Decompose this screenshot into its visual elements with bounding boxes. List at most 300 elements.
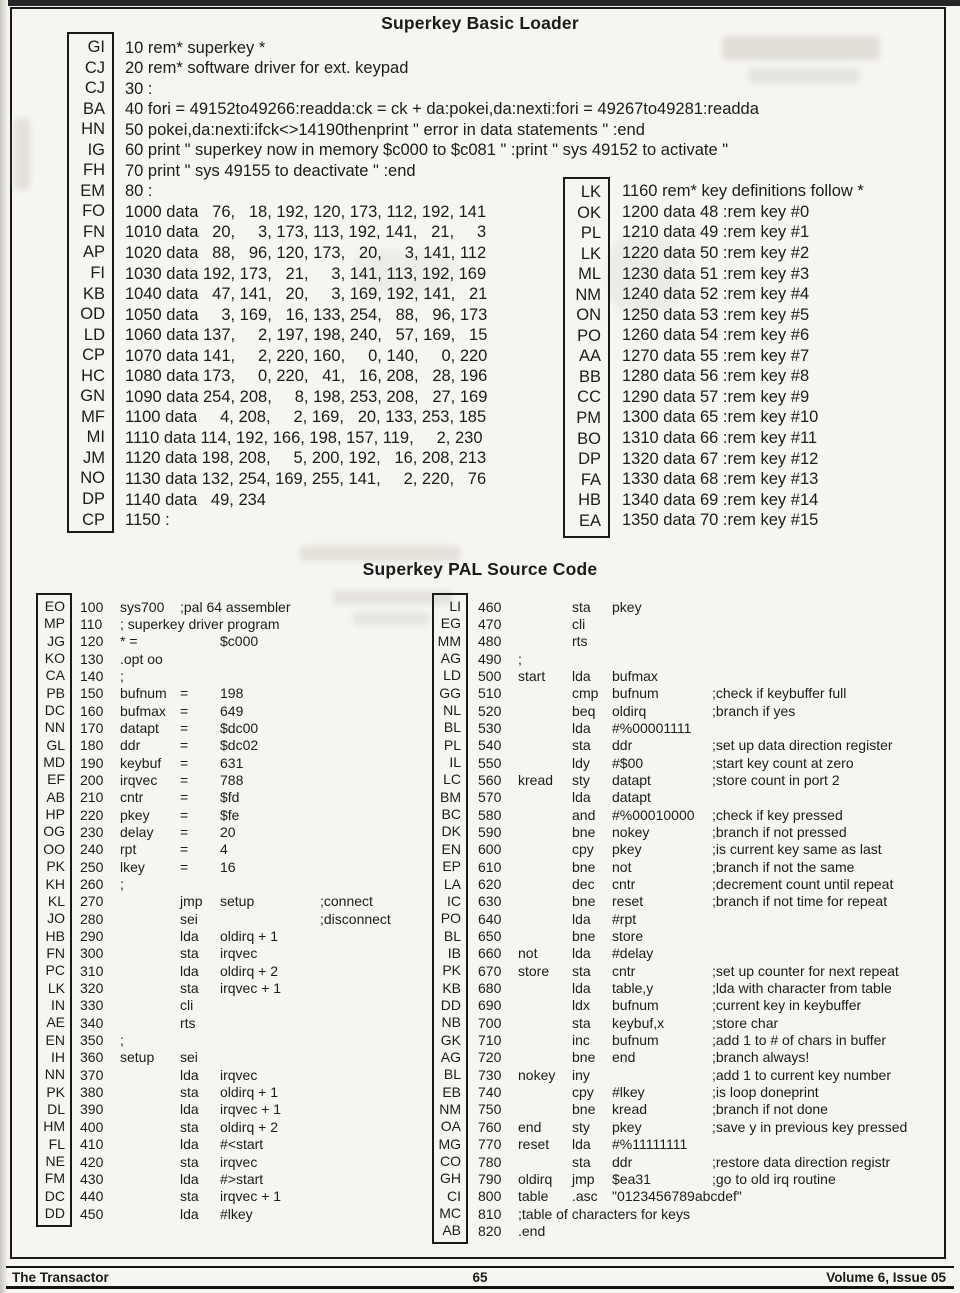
- opcode-field: sta: [180, 1118, 199, 1135]
- checksum-code: FH: [83, 161, 105, 180]
- opcode-field: =: [180, 789, 189, 806]
- checksum-code: LK: [47, 979, 65, 996]
- pal-code-line: [80, 1049, 391, 1066]
- opcode-field: ldx: [572, 997, 590, 1014]
- operand-field: oldirq + 2: [220, 1118, 278, 1135]
- basic-code-line: 1290 data 57 :rem key #9: [622, 387, 810, 406]
- checksum-code: HM: [43, 1118, 65, 1135]
- label-field: kread: [518, 771, 554, 788]
- line-number: 210: [80, 789, 104, 806]
- checksum-code: PL: [443, 736, 461, 753]
- basic-code-line: 1060 data 137, 2, 197, 198, 240, 57, 169, 15: [125, 326, 488, 345]
- operand-field: pkey: [612, 841, 642, 858]
- pal-code-line: [478, 720, 907, 737]
- operand-field: irqvec: [220, 1066, 258, 1083]
- opcode-field: =: [180, 841, 189, 858]
- basic-code-line: 1100 data 4, 208, 2, 169, 20, 133, 253, 185: [125, 408, 487, 427]
- pal-code-line: [478, 1067, 907, 1084]
- checksum-code: OK: [577, 203, 601, 222]
- checksum-code: KB: [82, 284, 105, 303]
- line-number: 640: [478, 910, 502, 927]
- pal-code-line: [478, 1188, 907, 1205]
- opcode-field: sta: [572, 1153, 591, 1170]
- checksum-code: MP: [44, 615, 65, 632]
- line-number: 450: [80, 1205, 104, 1222]
- checksum-code: FN: [46, 944, 65, 961]
- operand-field: bufmax: [612, 667, 658, 684]
- checksum-code: NO: [80, 469, 105, 488]
- line-number: 820: [478, 1222, 502, 1239]
- operand-field: cntr: [612, 876, 636, 892]
- opcode-field: sta: [180, 945, 199, 962]
- pal-code-line: [478, 633, 907, 650]
- label-field: ;: [120, 1032, 124, 1049]
- operand-field: "0123456789abcdef": [612, 1188, 742, 1205]
- pal-code-line: [478, 876, 907, 893]
- operand-field: pkey: [612, 1118, 642, 1135]
- pal-code-line: [478, 668, 907, 685]
- checksum-code: IC: [447, 892, 461, 909]
- basic-code-line: 1220 data 50 :rem key #2: [622, 244, 810, 263]
- checksum-column-basic-left: [67, 32, 114, 533]
- operand-field: kread: [612, 1101, 648, 1118]
- opcode-field: ;pal 64 assembler: [180, 598, 291, 615]
- opcode-field: sty: [572, 771, 590, 788]
- line-number: 230: [80, 823, 104, 840]
- basic-code-line: 1030 data 192, 173, 21, 3, 141, 113, 192, 169: [125, 264, 487, 283]
- line-number: 100: [80, 598, 104, 615]
- opcode-field: cpy: [572, 841, 594, 858]
- checksum-code: GH: [440, 1170, 461, 1187]
- checksum-code: PO: [577, 326, 601, 345]
- line-number: 360: [80, 1049, 104, 1066]
- opcode-field: sta: [180, 980, 199, 997]
- pal-code-line: [478, 807, 907, 824]
- checksum-code: CC: [577, 388, 601, 407]
- opcode-field: =: [180, 771, 189, 788]
- line-number: 670: [478, 962, 502, 979]
- basic-code-line: 1070 data 141, 2, 220, 160, 0, 140, 0, 220: [125, 346, 488, 365]
- checksum-code: DC: [44, 1187, 65, 1204]
- basic-code-line: 1340 data 69 :rem key #14: [622, 490, 819, 509]
- basic-code-line: 1000 data 76, 18, 192, 120, 173, 112, 192, 141: [125, 202, 487, 221]
- basic-code-line: 1320 data 67 :rem key #12: [622, 449, 819, 468]
- checksum-code: CA: [45, 667, 65, 684]
- opcode-field: rts: [572, 633, 588, 650]
- pal-code-line: [80, 1154, 391, 1171]
- operand-field: bufnum: [612, 997, 659, 1014]
- checksum-code: NM: [439, 1100, 461, 1117]
- checksum-code: KH: [45, 875, 65, 892]
- operand-field: 16: [220, 858, 236, 875]
- checksum-code: FO: [82, 202, 105, 221]
- line-number: 600: [478, 841, 502, 858]
- pal-code-line: [478, 737, 907, 754]
- scan-edge-top: [0, 0, 960, 6]
- checksum-code: DD: [440, 996, 461, 1013]
- pal-code-line: [478, 789, 907, 806]
- pal-code-line: [80, 893, 391, 910]
- checksum-code: LI: [449, 598, 461, 614]
- comment-field: ;branch always!: [712, 1049, 810, 1066]
- label-field: delay: [120, 823, 154, 840]
- pal-code-line: [80, 859, 391, 876]
- pal-code-line: [80, 1136, 391, 1153]
- checksum-code: CI: [447, 1187, 461, 1204]
- pal-code-line: [478, 1032, 907, 1049]
- label-field: reset: [518, 1136, 550, 1153]
- label-field: sys700: [120, 598, 165, 615]
- checksum-code: FN: [83, 222, 105, 241]
- checksum-code: KL: [47, 892, 65, 909]
- basic-code-line: 70 print " sys 49155 to deactivate " :end: [125, 161, 416, 180]
- comment-field: ;check if keybuffer full: [712, 685, 847, 702]
- operand-field: 20: [220, 823, 236, 840]
- label-field: ;: [518, 650, 522, 667]
- checksum-code: HN: [81, 120, 105, 139]
- checksum-code: GN: [80, 387, 105, 406]
- scan-artifact: [748, 68, 860, 84]
- opcode-field: lda: [572, 719, 591, 736]
- label-field: rpt: [120, 841, 137, 858]
- checksum-code: DP: [82, 490, 105, 509]
- basic-code-line: 1080 data 173, 0, 220, 41, 16, 208, 28, 196: [125, 367, 488, 386]
- comment-field: ;set up data direction register: [712, 737, 893, 754]
- opcode-field: inc: [572, 1032, 590, 1049]
- pal-code-line: [80, 980, 391, 997]
- checksum-code: ON: [576, 306, 601, 325]
- basic-code-line: 1310 data 66 :rem key #11: [622, 428, 818, 447]
- comment-field: ;check if key pressed: [712, 806, 843, 823]
- line-number: 260: [80, 876, 104, 892]
- basic-code-line: 1130 data 132, 254, 169, 255, 141, 2, 220, 76: [125, 469, 487, 488]
- line-number: 630: [478, 893, 502, 910]
- pal-code-line: [478, 616, 907, 633]
- operand-field: 788: [220, 771, 244, 788]
- label-field: ;: [120, 876, 124, 892]
- opcode-field: iny: [572, 1066, 590, 1083]
- line-number: 800: [478, 1188, 502, 1205]
- opcode-field: bne: [572, 893, 596, 910]
- comment-field: ;disconnect: [320, 910, 391, 927]
- checksum-code: DK: [441, 823, 461, 840]
- pal-code-line: [80, 997, 391, 1014]
- label-field: keybuf: [120, 754, 162, 771]
- label-field: datapt: [120, 719, 159, 736]
- opcode-field: =: [180, 858, 189, 875]
- pal-code-line: [80, 963, 391, 980]
- operand-field: reset: [612, 893, 644, 910]
- checksum-code: BL: [443, 927, 461, 944]
- operand-field: #delay: [612, 945, 654, 962]
- checksum-code: MG: [438, 1135, 461, 1152]
- comment-field: ;start key count at zero: [712, 754, 854, 771]
- checksum-code: AE: [46, 1014, 65, 1031]
- pal-code-line: [478, 928, 907, 945]
- line-number: 540: [478, 737, 502, 754]
- opcode-field: sei: [180, 910, 198, 927]
- line-number: 300: [80, 945, 104, 962]
- basic-code-line: 1010 data 20, 3, 173, 113, 192, 141, 21, 3: [125, 223, 487, 242]
- operand-field: oldirq + 1: [220, 1084, 278, 1101]
- basic-code-line: 1110 data 114, 192, 166, 198, 157, 119, 2, 230: [125, 428, 483, 447]
- checksum-code: NE: [45, 1153, 65, 1169]
- operand-field: oldirq + 1: [220, 928, 278, 945]
- checksum-code: DP: [578, 450, 601, 469]
- comment-field: ;go to old irq routine: [712, 1170, 836, 1187]
- opcode-field: lda: [180, 1136, 199, 1153]
- line-number: 710: [478, 1032, 502, 1049]
- line-number: 340: [80, 1014, 104, 1031]
- checksum-code: PO: [440, 910, 461, 927]
- pal-code-line: [478, 1223, 907, 1240]
- line-number: 220: [80, 806, 104, 823]
- checksum-code: PL: [580, 224, 601, 243]
- pal-code-line: [478, 703, 907, 720]
- checksum-code: PK: [46, 858, 65, 875]
- checksum-code: PM: [576, 409, 601, 428]
- basic-code-line: 1210 data 49 :rem key #1: [622, 223, 810, 242]
- pal-code-line: [80, 1188, 391, 1205]
- pal-code-line: [478, 997, 907, 1014]
- pal-code-line: [80, 651, 391, 668]
- basic-code-line: 1250 data 53 :rem key #5: [622, 305, 810, 324]
- opcode-field: =: [180, 685, 189, 702]
- opcode-field: sta: [572, 598, 591, 615]
- opcode-field: lda: [572, 1136, 591, 1153]
- line-number: 400: [80, 1118, 104, 1135]
- opcode-field: sta: [180, 1084, 199, 1101]
- pal-code-line: [80, 633, 391, 650]
- line-number: 650: [478, 928, 502, 945]
- line-number: 730: [478, 1066, 502, 1083]
- pal-code-line: [80, 616, 391, 633]
- opcode-field: sta: [572, 1014, 591, 1031]
- checksum-code: DD: [44, 1205, 65, 1222]
- footer-page-number: 65: [472, 1270, 488, 1285]
- opcode-field: lda: [180, 928, 199, 945]
- line-number: 270: [80, 893, 104, 910]
- footer-issue: Volume 6, Issue 05: [826, 1270, 946, 1285]
- line-number: 280: [80, 910, 104, 927]
- operand-field: #%11111111: [612, 1136, 688, 1153]
- opcode-field: bne: [572, 1049, 596, 1066]
- line-number: 520: [478, 702, 502, 719]
- line-number: 430: [80, 1170, 104, 1187]
- opcode-field: sta: [180, 1153, 199, 1170]
- opcode-field: =: [180, 702, 189, 719]
- opcode-field: lda: [180, 1170, 199, 1187]
- line-number: 240: [80, 841, 104, 858]
- comment-field: ;branch if not time for repeat: [712, 893, 888, 910]
- label-field: bufnum: [120, 685, 167, 702]
- line-number: 370: [80, 1066, 104, 1083]
- operand-field: bufnum: [612, 685, 659, 702]
- basic-code-line: 30 :: [125, 79, 153, 98]
- opcode-field: lda: [572, 789, 591, 806]
- line-number: 790: [478, 1170, 502, 1187]
- opcode-field: jmp: [572, 1170, 595, 1187]
- operand-field: #lkey: [220, 1205, 253, 1222]
- basic-code-column-right: [622, 181, 864, 530]
- line-number: 140: [80, 667, 104, 684]
- pal-code-line: [80, 824, 391, 841]
- basic-code-line: 1270 data 55 :rem key #7: [622, 346, 810, 365]
- opcode-field: =: [180, 754, 189, 771]
- operand-field: ddr: [612, 737, 633, 754]
- operand-field: irqvec + 1: [220, 1101, 282, 1118]
- operand-field: oldirq + 2: [220, 962, 278, 979]
- pal-code-line: [80, 841, 391, 858]
- pal-code-line: [80, 1119, 391, 1136]
- label-field: bufmax: [120, 702, 166, 719]
- basic-code-line: 1350 data 70 :rem key #15: [622, 511, 819, 530]
- comment-field: ;is loop doneprint: [712, 1084, 819, 1101]
- pal-code-line: [478, 963, 907, 980]
- pal-code-line: [478, 1154, 907, 1171]
- checksum-code: AB: [442, 1222, 461, 1239]
- pal-code-line: [478, 1049, 907, 1066]
- basic-loader-title: Superkey Basic Loader: [381, 13, 579, 33]
- operand-field: #>start: [220, 1170, 264, 1187]
- comment-field: ;set up counter for next repeat: [712, 962, 899, 979]
- checksum-code: JG: [47, 632, 65, 649]
- checksum-code: BC: [441, 806, 461, 823]
- opcode-field: lda: [180, 1101, 199, 1118]
- checksum-code: EN: [45, 1031, 65, 1048]
- checksum-code: BL: [443, 1066, 461, 1083]
- label-field: end: [518, 1118, 542, 1135]
- pal-code-line: [80, 807, 391, 824]
- line-number: 700: [478, 1014, 502, 1031]
- checksum-code: IL: [449, 754, 461, 771]
- checksum-code: IH: [51, 1048, 65, 1065]
- label-field: setup: [120, 1049, 155, 1066]
- opcode-field: lda: [572, 667, 591, 684]
- pal-code-line: [80, 945, 391, 962]
- line-number: 660: [478, 945, 502, 962]
- operand-field: $dc02: [220, 737, 259, 754]
- operand-field: 198: [220, 685, 244, 702]
- line-number: 530: [478, 719, 502, 736]
- basic-code-line: 1020 data 88, 96, 120, 173, 20, 3, 141, 112: [125, 243, 487, 262]
- checksum-code: ML: [578, 265, 601, 284]
- opcode-field: sta: [572, 737, 591, 754]
- comment-field: ;add 1 to current key number: [712, 1066, 891, 1083]
- checksum-code: OO: [43, 840, 65, 857]
- line-number: 570: [478, 789, 502, 806]
- operand-field: datapt: [612, 771, 651, 788]
- line-number: 590: [478, 823, 502, 840]
- label-field: lkey: [120, 858, 145, 875]
- checksum-code: AG: [440, 1048, 461, 1065]
- label-field: .opt oo: [120, 650, 163, 667]
- line-number: 150: [80, 685, 104, 702]
- opcode-field: bne: [572, 928, 596, 945]
- opcode-field: and: [572, 806, 596, 823]
- opcode-field: sta: [572, 962, 591, 979]
- pal-code-line: [478, 1015, 907, 1032]
- label-field: store: [518, 962, 550, 979]
- basic-code-line: 1300 data 65 :rem key #10: [622, 408, 819, 427]
- pal-code-line: [80, 720, 391, 737]
- checksum-code: NN: [44, 719, 65, 736]
- label-field: ;: [120, 667, 124, 684]
- line-number: 440: [80, 1188, 104, 1205]
- line-number: 740: [478, 1084, 502, 1101]
- checksum-code: OD: [80, 305, 105, 324]
- pal-code-line: [478, 1136, 907, 1153]
- opcode-field: sty: [572, 1118, 590, 1135]
- pal-code-line: [80, 911, 391, 928]
- comment-field: ;connect: [320, 893, 373, 910]
- opcode-field: dec: [572, 876, 595, 892]
- operand-field: $fe: [220, 806, 240, 823]
- opcode-field: .asc: [572, 1188, 598, 1205]
- checksum-code: CO: [440, 1153, 461, 1169]
- opcode-field: beq: [572, 702, 596, 719]
- line-number: 290: [80, 928, 104, 945]
- basic-code-line: 1090 data 254, 208, 8, 198, 253, 208, 27, 169: [125, 387, 488, 406]
- label-field: * =: [120, 633, 138, 650]
- label-field: not: [518, 945, 538, 962]
- checksum-code: BB: [578, 367, 601, 386]
- pal-code-column-left: [80, 599, 391, 1223]
- checksum-code: MI: [86, 428, 105, 447]
- checksum-code: LA: [443, 875, 461, 892]
- operand-field: $fd: [220, 789, 240, 806]
- checksum-code: DC: [44, 702, 65, 719]
- pal-code-line: [478, 859, 907, 876]
- checksum-code: EP: [442, 858, 461, 875]
- operand-field: $dc00: [220, 719, 259, 736]
- pal-code-line: [478, 911, 907, 928]
- checksum-code: EF: [47, 771, 65, 788]
- line-number: 690: [478, 997, 502, 1014]
- pal-code-line: [80, 599, 391, 616]
- opcode-field: bne: [572, 1101, 596, 1118]
- comment-field: ;store count in port 2: [712, 771, 840, 788]
- operand-field: not: [612, 858, 632, 875]
- line-number: 310: [80, 962, 104, 979]
- pal-code-line: [80, 1171, 391, 1188]
- line-number: 490: [478, 650, 502, 667]
- opcode-field: cmp: [572, 685, 599, 702]
- pal-code-line: [478, 1206, 907, 1223]
- line-number: 470: [478, 615, 502, 632]
- opcode-field: ldy: [572, 754, 590, 771]
- label-field: nokey: [518, 1066, 556, 1083]
- opcode-field: =: [180, 823, 189, 840]
- checksum-code: GG: [439, 684, 461, 701]
- basic-code-line: 1330 data 68 :rem key #13: [622, 470, 819, 489]
- line-number: 160: [80, 702, 104, 719]
- checksum-code: IN: [51, 996, 65, 1013]
- checksum-code: NL: [443, 702, 461, 719]
- checksum-column-pal-left: [36, 593, 72, 1227]
- label-field: pkey: [120, 806, 150, 823]
- line-number: 130: [80, 650, 104, 667]
- checksum-code: BL: [443, 719, 461, 736]
- checksum-code: EB: [442, 1083, 461, 1100]
- comment-field: ;is current key same as last: [712, 841, 882, 858]
- pal-code-line: [80, 1084, 391, 1101]
- comment-field: ;restore data direction registr: [712, 1153, 891, 1170]
- line-number: 780: [478, 1153, 502, 1170]
- pal-code-column-right: [478, 599, 907, 1241]
- line-number: 580: [478, 806, 502, 823]
- opcode-field: sei: [180, 1049, 198, 1066]
